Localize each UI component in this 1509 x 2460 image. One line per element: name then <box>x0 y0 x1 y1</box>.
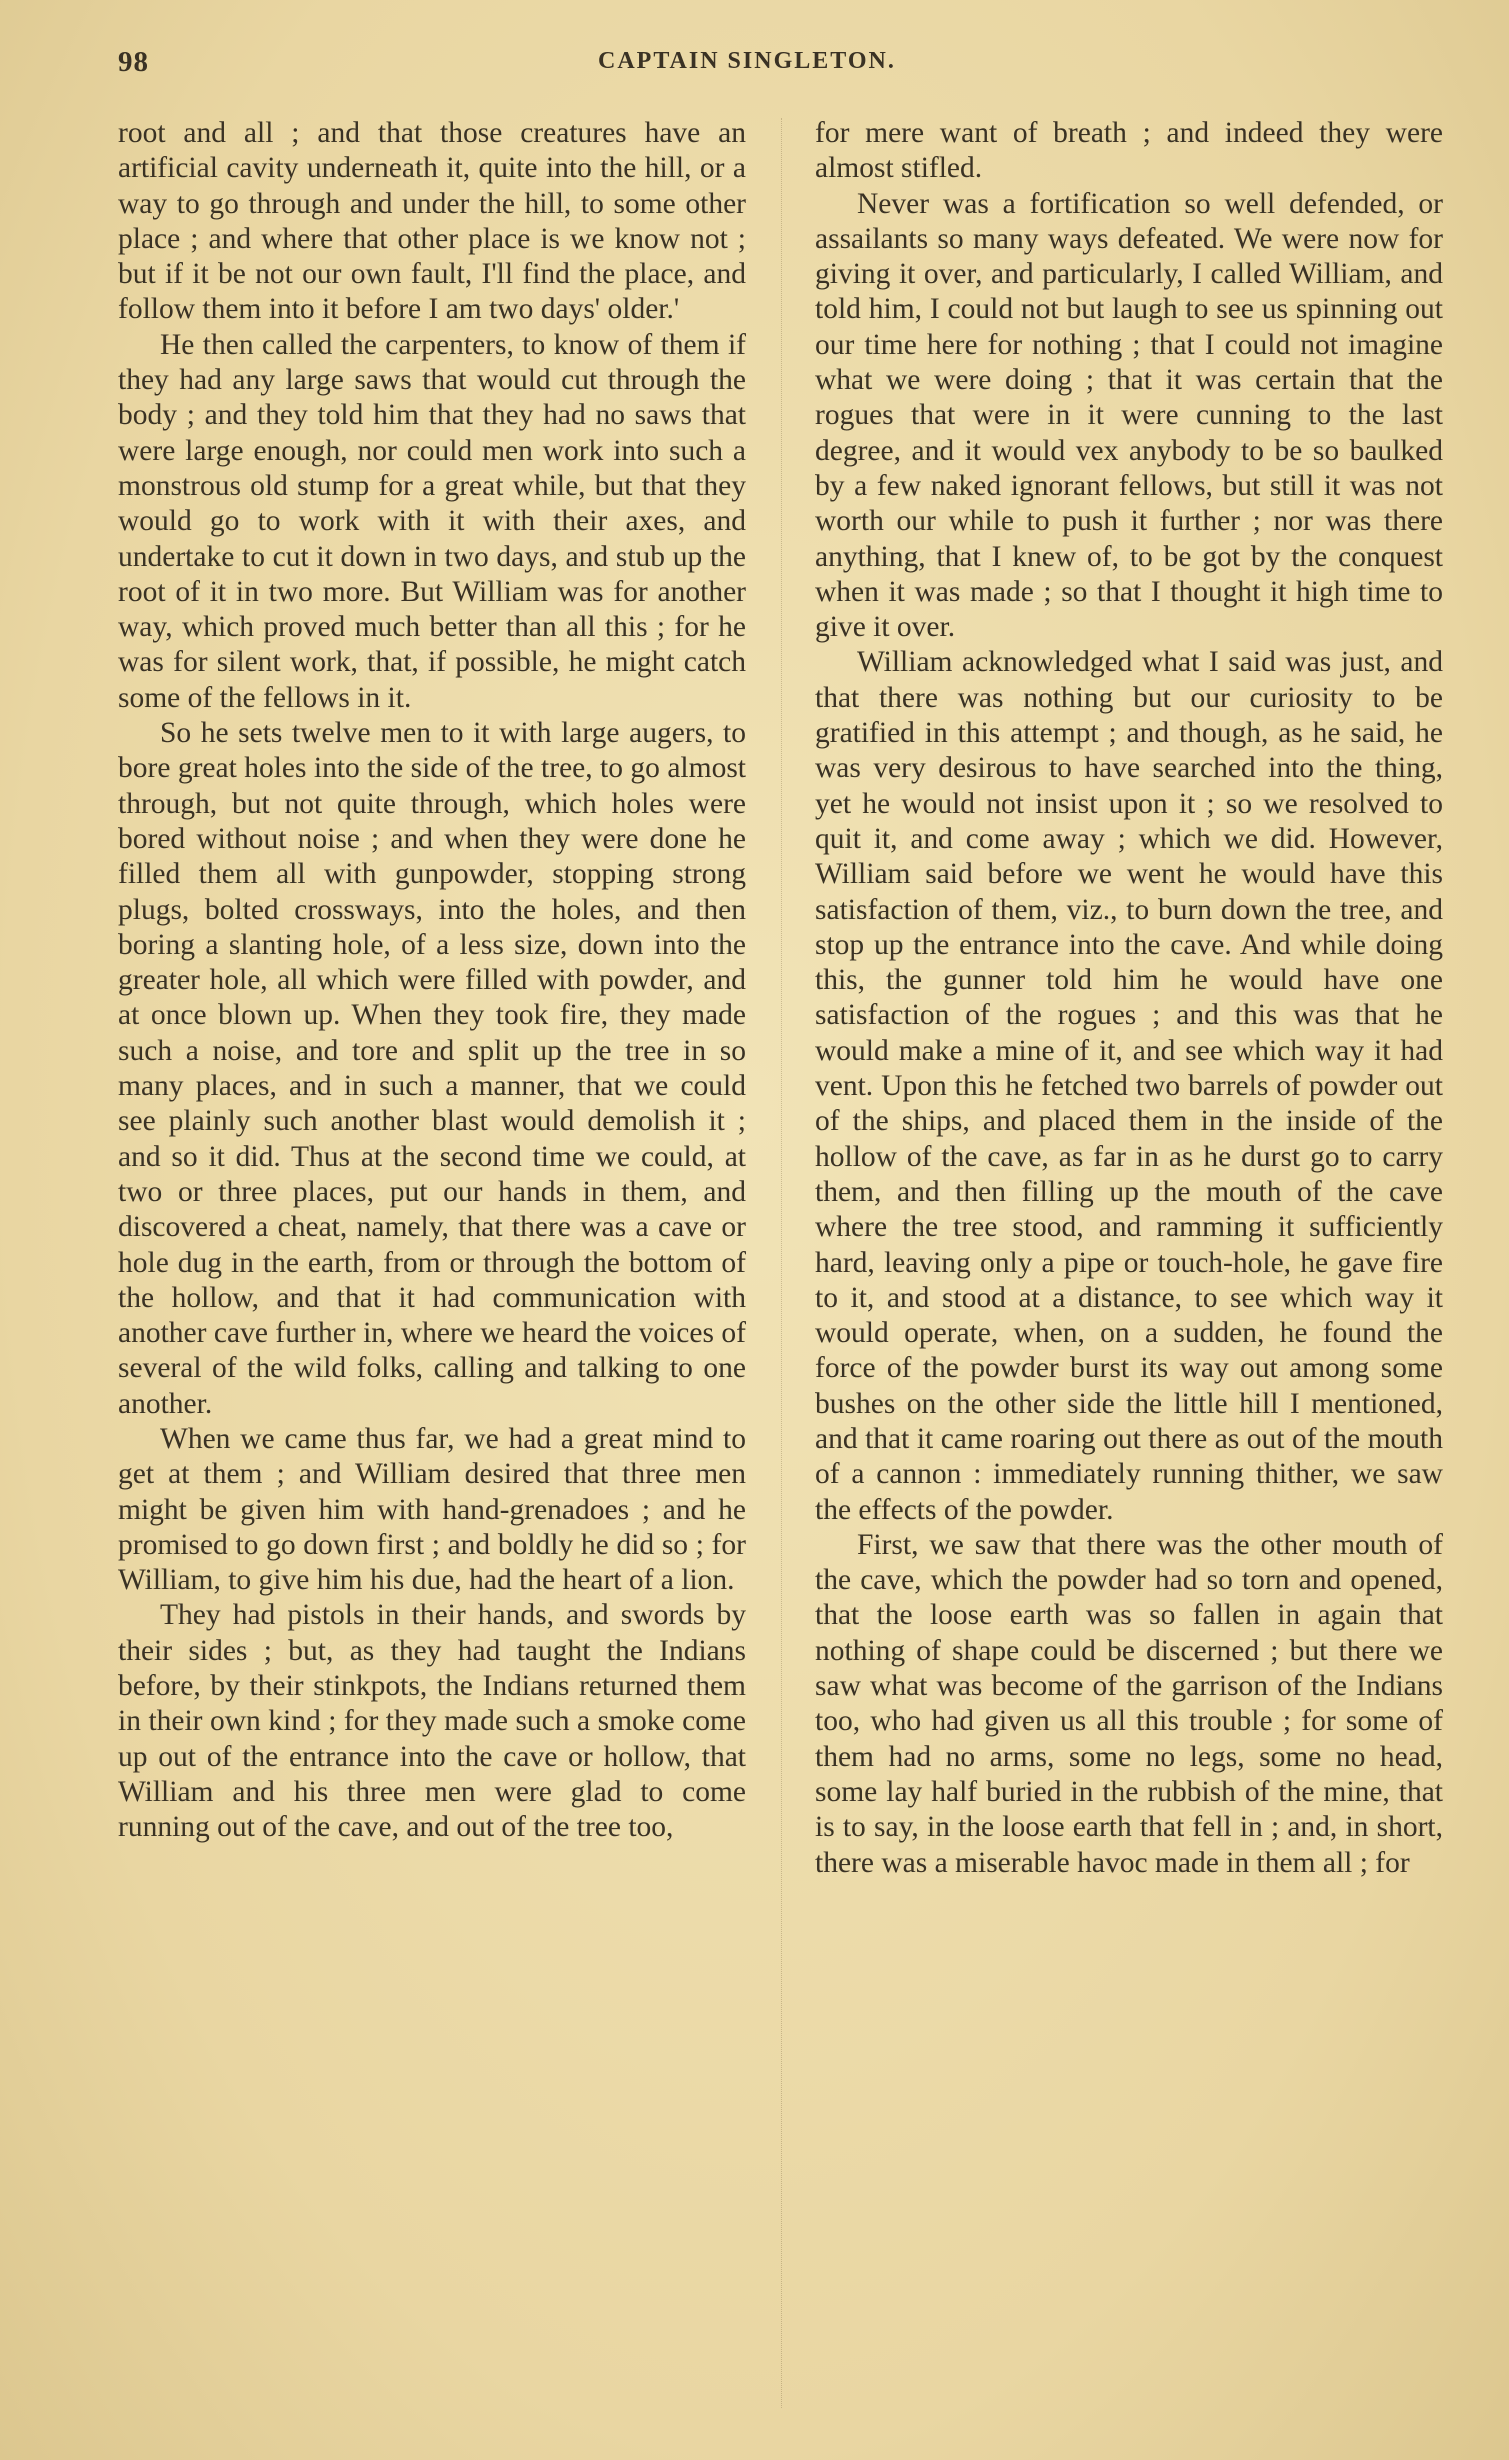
paragraph: When we came thus far, we had a great mind to get at them ; and William desired that three men might be given him with hand-grenadoes ; and he promised to go down first ; and boldly he did so ; for William, to give him his due, had the heart of a lion. <box>118 1422 746 1597</box>
paragraph: William acknowledged what I said was just, and that there was nothing but our curiosity to be gratified in this attempt ; and though, as he said, he was very desirous to have searched into the thing, yet he would not insist upon it ; so we resolved to quit it, and come away ; which we did. However, William said before we went he would have this satisfaction of them, viz., to burn down the tree, and stop up the entrance into the cave. And while doing this, the gunner told him he would have one satisfaction of the rogues ; and this was that he would make a mine of it, and see which way it had vent. Upon this he fetched two barrels of powder out of the ships, and placed them in the inside of the hollow of the cave, as far in as he durst go to carry them, and then filling up the mouth of the cave where the tree stood, and ramming it sufficiently hard, leaving only a pipe or touch-hole, he gave fire to it, and stood at a distance, to see which way it would operate, when, on a sudden, he found the force of the powder burst its way out among some bushes on the other side the little hill I mentioned, and that it came roaring out there as out of the mouth of a cannon : immediately running thither, we saw the effects of the powder. <box>815 646 1443 1526</box>
running-head: CAPTAIN SINGLETON. <box>598 48 896 74</box>
page-number: 98 <box>118 46 149 78</box>
paragraph: Never was a fortification so well defended, or assailants so many ways defeated. We were now for giving it over, and particularly, I called William, and told him, I could not but laugh to see us spinning out our time here for nothing ; that I could not imagine what we were doing ; that it was certain that the rogues that were in it were cunning to the last degree, and it would vex anybody to be so baulked by a few naked ignorant fellows, but still it was not worth our while to push it further ; nor was there anything, that I knew of, to be got by the conquest when it was made ; so that I thought it high time to give it over. <box>815 187 1443 644</box>
paragraph: First, we saw that there was the other mouth of the cave, which the powder had so torn and opened, that the loose earth was so fallen in again that nothing of shape could be discerned ; but there we saw what was become of the garrison of the Indians too, who had given us all this trouble ; for some of them had no arms, some no legs, some no head, some lay half buried in the rubbish of the mine, that is to say, in the loose earth that fell in ; and, in short, there was a miserable havoc made in them all ; for <box>815 1528 1443 1879</box>
left-column <box>118 116 746 1846</box>
paragraph: They had pistols in their hands, and swords by their sides ; but, as they had taught the Indians before, by their stinkpots, the Indians returned them in their own kind ; for they made such a smoke come up out of the entrance into the cave or hollow, that William and his three men were glad to come running out of the cave, and out of the tree too, <box>118 1599 746 1844</box>
paragraph: for mere want of breath ; and indeed they were almost stifled. <box>815 117 1443 185</box>
right-column <box>815 116 1443 1881</box>
column-divider <box>781 118 783 2408</box>
paragraph: He then called the carpenters, to know of them if they had any large saws that would cut through the body ; and they told him that they had no saws that were large enough, nor could men work into such a monstrous old stump for a great while, but that they would go to work with it with their axes, and undertake to cut it down in two days, and stub up the root of it in two more. But William was for another way, which proved much better than all this ; for he was for silent work, that, if possible, he might catch some of the fellows in it. <box>118 328 746 714</box>
page-header <box>118 46 1449 86</box>
paragraph: root and all ; and that those creatures have an artificial cavity underneath it, quite into the hill, or a way to go through and under the hill, to some other place ; and where that other place is we know not ; but if it be not our own fault, I'll find the place, and follow them into it before I am two days' older.' <box>118 117 746 326</box>
paragraph: So he sets twelve men to it with large augers, to bore great holes into the side of the tree, to go almost through, but not quite through, which holes were bored without noise ; and when they were done he filled them all with gunpowder, stopping strong plugs, bolted crossways, into the holes, and then boring a slanting hole, of a less size, down into the greater hole, all which were filled with powder, and at once blown up. When they took fire, they made such a noise, and tore and split up the tree in so many places, and in such a manner, that we could see plainly such another blast would demolish it ; and so it did. Thus at the second time we could, at two or three places, put our hands in them, and discovered a cheat, namely, that there was a cave or hole dug in the earth, from or through the bottom of the hollow, and that it had communication with another cave further in, where we heard the voices of several of the wild folks, calling and talking to one another. <box>118 717 746 1420</box>
